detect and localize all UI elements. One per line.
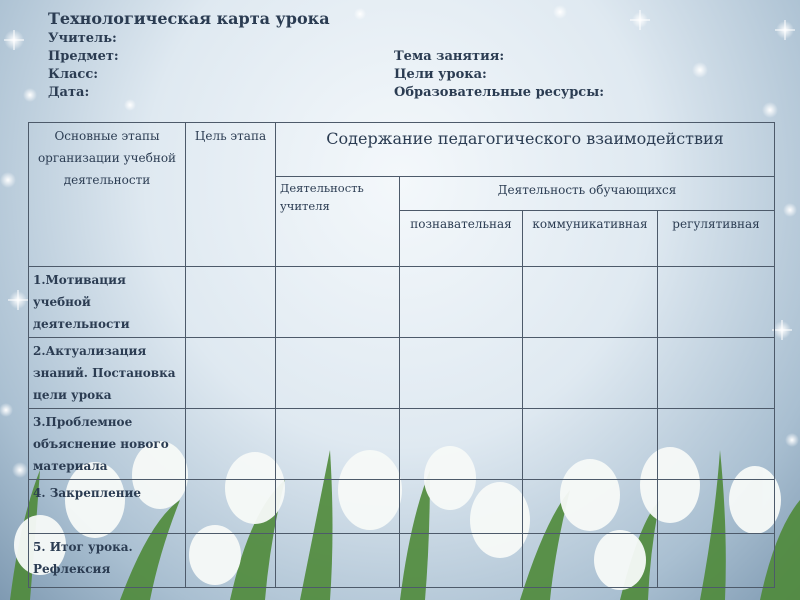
lesson-header [48, 8, 768, 102]
table-cell[interactable] [186, 338, 276, 409]
table-cell[interactable] [400, 267, 523, 338]
table-cell[interactable] [658, 338, 775, 409]
table-cell[interactable] [276, 338, 400, 409]
table-cell[interactable] [658, 267, 775, 338]
header-regulatory: регулятивная [658, 211, 775, 267]
table-cell[interactable] [523, 480, 658, 534]
table-row [29, 534, 775, 588]
subject-label: Предмет: [48, 49, 119, 64]
page-title: Технологическая карта урока [48, 9, 330, 28]
stage-cell: 2.Актуализация знаний. Постановка цели урока [29, 338, 186, 409]
goals-label: Цели урока: [394, 67, 487, 82]
table-cell[interactable] [276, 409, 400, 480]
lesson-map-table [28, 122, 775, 588]
table-cell[interactable] [658, 480, 775, 534]
table-cell[interactable] [523, 267, 658, 338]
table-cell[interactable] [658, 409, 775, 480]
table-cell[interactable] [658, 534, 775, 588]
table-cell[interactable] [186, 480, 276, 534]
stage-cell: 3.Проблемное объяснение нового материала [29, 409, 186, 480]
table-cell[interactable] [400, 409, 523, 480]
table-cell[interactable] [523, 338, 658, 409]
table-cell[interactable] [186, 267, 276, 338]
table-cell[interactable] [186, 534, 276, 588]
table-cell[interactable] [523, 409, 658, 480]
header-teacher-activity: Деятельность учителя [276, 177, 400, 267]
table-row [29, 480, 775, 534]
table-row [29, 267, 775, 338]
teacher-label: Учитель: [48, 31, 117, 46]
table-cell[interactable] [276, 480, 400, 534]
topic-label: Тема занятия: [394, 49, 505, 64]
date-label: Дата: [48, 85, 90, 100]
resources-label: Образовательные ресурсы: [394, 85, 605, 100]
header-stages: Основные этапы организации учебной деятельности [29, 123, 186, 267]
table-cell[interactable] [523, 534, 658, 588]
table-cell[interactable] [276, 267, 400, 338]
table-cell[interactable] [400, 480, 523, 534]
table-row [29, 338, 775, 409]
stage-cell: 5. Итог урока. Рефлексия [29, 534, 186, 588]
table-cell[interactable] [400, 534, 523, 588]
header-cognitive: познавательная [400, 211, 523, 267]
header-communicative: коммуникативная [523, 211, 658, 267]
stage-cell: 4. Закрепление [29, 480, 186, 534]
stage-cell: 1.Мотивация учебной деятельности [29, 267, 186, 338]
header-content: Содержание педагогического взаимодействия [276, 123, 775, 177]
class-label: Класс: [48, 67, 99, 82]
table-cell[interactable] [276, 534, 400, 588]
header-student-activity: Деятельность обучающихся [400, 177, 775, 211]
table-cell[interactable] [400, 338, 523, 409]
table-cell[interactable] [186, 409, 276, 480]
header-goal: Цель этапа [186, 123, 276, 267]
table-row [29, 409, 775, 480]
